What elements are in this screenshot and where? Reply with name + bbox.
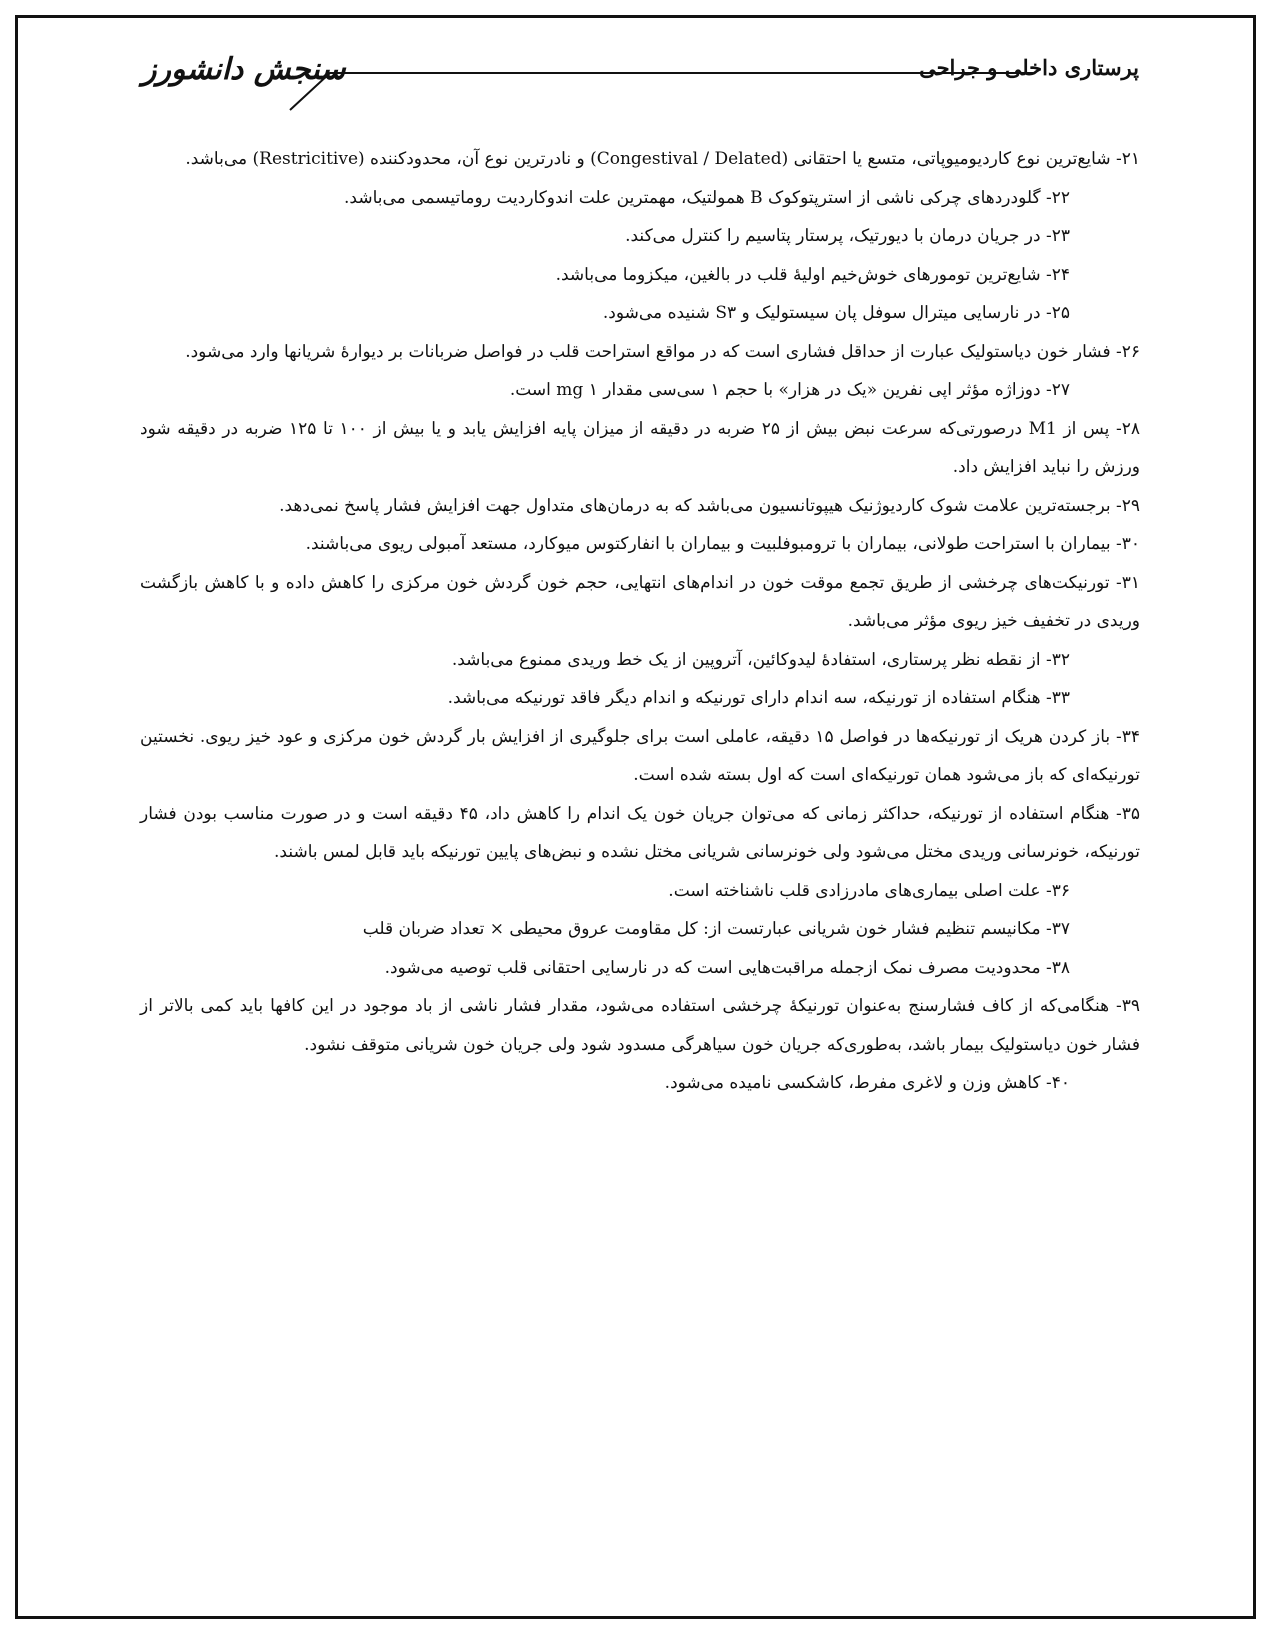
list-item: ۲۴- شایع‌ترین تومورهای خوش‌خیم اولیهٔ قلب در بالغین، میکزوما می‌باشد.: [555, 264, 1070, 285]
list-item: ۲۲- گلودردهای چرکی ناشی از استرپتوکوک B همولتیک، مهمترین علت اندوکاردیت روماتیسمی می‌باشد.: [344, 187, 1070, 208]
list-item: ۳۱- تورنیکت‌های چرخشی از طریق تجمع موقت خون در اندام‌های انتهایی، حجم خون گردش خون مرکزی را کاهش داده و با کاهش بازگشت وریدی در تخفیف خیز ریوی مؤثر می‌باشد.: [140, 572, 1140, 631]
list-item: ۲۱- شایع‌ترین نوع کاردیومیوپاتی، متسع یا احتقانی (Congestival / Delated) و نادرترین نوع آن، محدودکننده (Restricitive) می‌باشد.: [185, 149, 1140, 169]
list-item: ۳۲- از نقطه نظر پرستاری، استفادهٔ لیدوکائین، آتروپین از یک خط وریدی ممنوع می‌باشد.: [451, 649, 1070, 670]
list-item: ۳۹- هنگامی‌که از کاف فشارسنج به‌عنوان تورنیکهٔ چرخشی استفاده می‌شود، مقدار فشار ناشی از باد موجود در این کافها باید کمی بالاتر از فشار خون دیاستولیک بیمار باشد، به‌طوری‌که جریان خون سیاهرگی مسدود شود ولی جریان خون شریانی متوقف نشود.: [140, 996, 1140, 1055]
list-item: ۲۵- در نارسایی میترال سوفل پان سیستولیک و S۳ شنیده می‌شود.: [602, 303, 1070, 323]
page-header: [0, 0, 1279, 140]
brand-logo: سنجش دانشورز: [142, 52, 346, 87]
list-item: ۲۳- در جریان درمان با دیورتیک، پرستار پتاسیم را کنترل می‌کند.: [625, 226, 1070, 246]
list-item: ۳۰- بیماران با استراحت طولانی، بیماران با ترومبوفلبیت و بیماران با انفارکتوس میوکارد، مستعد آمبولی ریوی می‌باشند.: [305, 534, 1140, 554]
list-item: ۲۸- پس از M1 درصورتی‌که سرعت نبض بیش از ۲۵ ضربه در دقیقه از میزان پایه افزایش یابد و یا بیش از ۱۰۰ تا ۱۲۵ ضربه در دقیقه شود ورزش را نباید افزایش داد.: [140, 418, 1141, 477]
list-item: ۳۳- هنگام استفاده از تورنیکه، سه اندام دارای تورنیکه و اندام دیگر فاقد تورنیکه می‌باشد.: [447, 688, 1070, 708]
document-body: [140, 140, 1140, 1103]
list-item: ۳۷- مکانیسم تنظیم فشار خون شریانی عبارتست از: کل مقاومت عروق محیطی × تعداد ضربان قلب: [362, 919, 1070, 939]
list-item: ۳۶- علت اصلی بیماری‌های مادرزادی قلب ناشناخته است.: [668, 880, 1070, 901]
list-item: ۳۸- محدودیت مصرف نمک ازجمله مراقبت‌هایی است که در نارسایی احتقانی قلب توصیه می‌شود.: [384, 957, 1070, 978]
list-item: ۲۶- فشار خون دیاستولیک عبارت از حداقل فشاری است که در مواقع استراحت قلب در فواصل ضربانات بر دیوارهٔ شریانها وارد می‌شود.: [185, 341, 1140, 362]
list-item: ۳۵- هنگام استفاده از تورنیکه، حداکثر زمانی که می‌توان جریان خون یک اندام را کاهش داد، ۴۵ دقیقه است و در صورت مناسب بودن فشار تورنیکه، خونرسانی وریدی مختل می‌شود ولی خونرسانی شریانی مختل نشده و نبض‌های پایین تورنیکه باید قابل لمس باشند.: [140, 803, 1140, 862]
list-item: ۲۷- دوزاژه مؤثر اپی نفرین «یک در هزار» با حجم ۱ سی‌سی مقدار mg ۱ است.: [509, 380, 1070, 400]
list-item: ۲۹- برجسته‌ترین علامت شوک کاردیوژنیک هیپوتانسیون می‌باشد که به درمان‌های متداول جهت افزایش فشار پاسخ نمی‌دهد.: [279, 495, 1140, 516]
page-title: پرستاری داخلی و جراحی: [919, 55, 1139, 80]
list-item: ۴۰- کاهش وزن و لاغری مفرط، کاشکسی نامیده می‌شود.: [664, 1073, 1070, 1093]
list-item: ۳۴- باز کردن هریک از تورنیکه‌ها در فواصل ۱۵ دقیقه، عاملی است برای جلوگیری از افزایش بار گردش خون مرکزی و عود خیز ریوی. نخستین تورنیکه‌ای که باز می‌شود همان تورنیکه‌ای است که اول بسته شده است.: [140, 726, 1140, 785]
